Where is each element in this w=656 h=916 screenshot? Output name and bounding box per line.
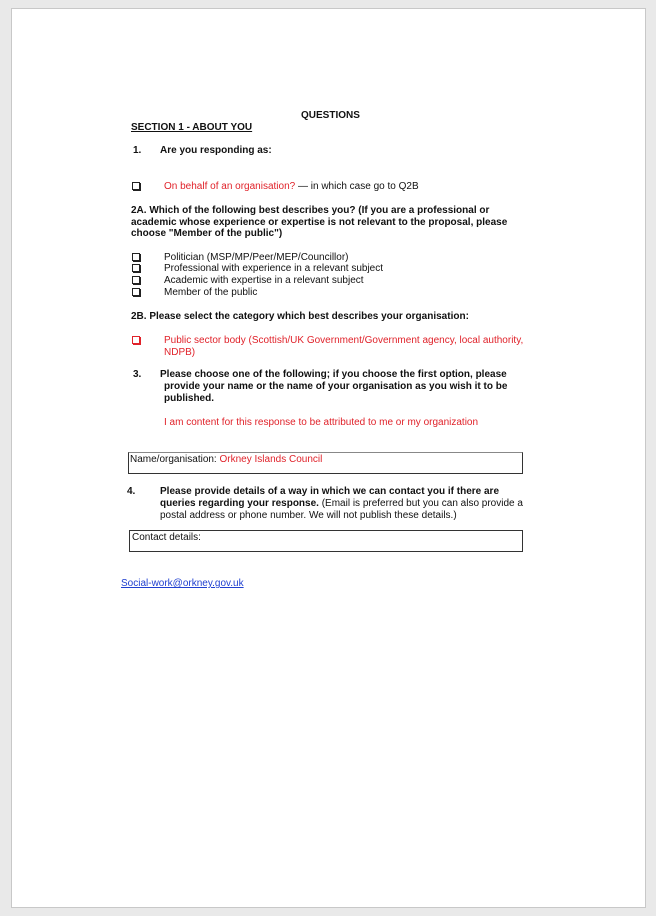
q2b-text: 2B. Please select the category which best describes your organisation: [131, 311, 469, 322]
name-field-label: Name/organisation: [130, 454, 220, 465]
contact-details-field[interactable] [129, 530, 523, 552]
q4-line2 [160, 498, 523, 510]
q2a-line1: 2A. Which of the following best describes you? (If you are a professional or [131, 205, 490, 216]
q4-line2-rest: (Email is preferred but you can also provide a [318, 498, 523, 509]
q1-text: Are you responding as: [160, 145, 272, 156]
q4-number: 4. [127, 486, 136, 497]
document-page [11, 8, 646, 908]
q2a-checkbox-1[interactable] [132, 264, 140, 272]
q2b-checkbox[interactable] [132, 336, 140, 344]
q2b-option-line2: NDPB) [164, 347, 196, 358]
q3-line1: Please choose one of the following; if you choose the first option, please [160, 369, 507, 380]
q2a-option-3: Member of the public [164, 287, 258, 298]
name-organisation-field[interactable] [128, 452, 523, 474]
q2a-checkbox-0[interactable] [132, 253, 140, 261]
q3-answer: I am content for this response to be attributed to me or my organization [164, 417, 479, 428]
q1-number: 1. [133, 145, 142, 156]
document-title: QUESTIONS [301, 110, 360, 121]
q1-option-rest: — in which case go to Q2B [295, 181, 419, 192]
q4-line3: postal address or phone number. We will not publish these details.) [160, 510, 457, 521]
q2a-line2: academic whose experience or expertise is not relevant to the proposal, please [131, 217, 508, 228]
q1-option-selected: On behalf of an organisation? [164, 181, 296, 192]
name-field-text [130, 454, 322, 466]
q4-line2-bold: queries regarding your response. [160, 498, 319, 509]
contact-field-label: Contact details: [132, 532, 201, 543]
section-heading: SECTION 1 - ABOUT YOU [131, 122, 253, 133]
q3-number: 3. [133, 369, 142, 380]
q1-checkbox[interactable] [132, 182, 140, 190]
q3-line2: provide your name or the name of your organisation as you wish it to be [164, 381, 508, 392]
q2a-checkbox-2[interactable] [132, 276, 140, 284]
q2a-option-2: Academic with expertise in a relevant subject [164, 275, 364, 286]
q4-line1: Please provide details of a way in which we can contact you if there are [160, 486, 499, 497]
q2b-option-line1: Public sector body (Scottish/UK Government/Government agency, local authority, [164, 335, 524, 346]
q2a-option-1: Professional with experience in a relevant subject [164, 263, 384, 274]
q1-option [164, 181, 419, 193]
q2a-option-0: Politician (MSP/MP/Peer/MEP/Councillor) [164, 252, 349, 263]
q2a-line3: choose "Member of the public") [131, 228, 283, 239]
q3-line3: published. [164, 393, 214, 404]
email-link[interactable]: Social-work@orkney.gov.uk [121, 578, 244, 589]
name-field-value: Orkney Islands Council [219, 454, 323, 465]
q2a-checkbox-3[interactable] [132, 288, 140, 296]
